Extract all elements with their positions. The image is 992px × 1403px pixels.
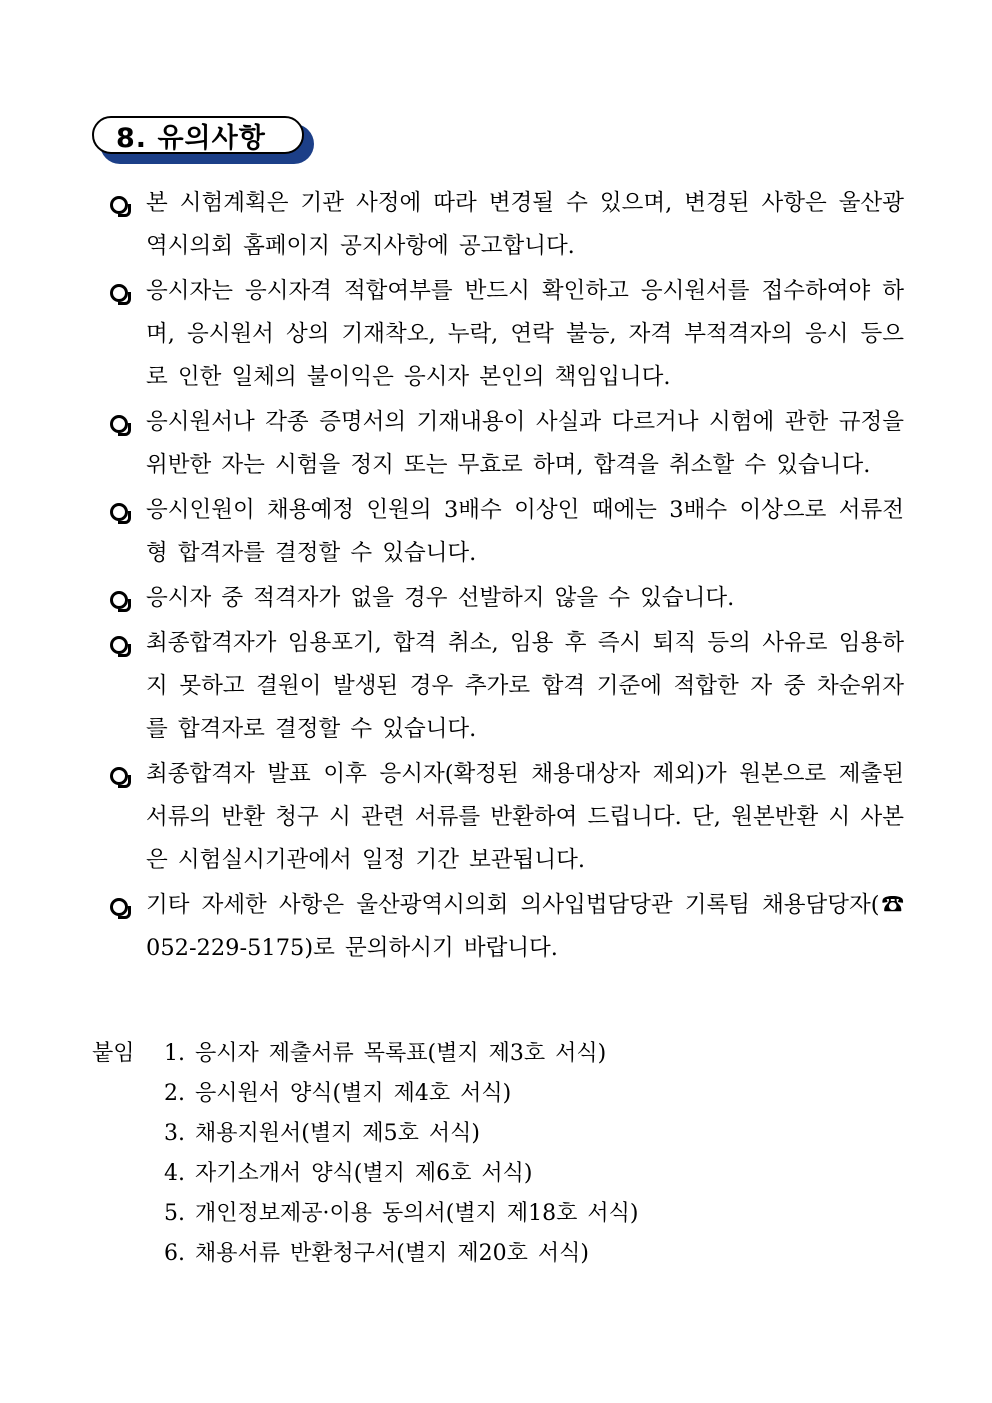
bullet-icon — [110, 767, 128, 785]
note-text: 응시자 중 적격자가 없을 경우 선발하지 않을 수 있습니다. — [146, 585, 735, 611]
bullet-icon — [110, 284, 128, 302]
note-text: 본 시험계획은 기관 사정에 따라 변경될 수 있으며, 변경된 사항은 울산광역시의회 홈페이지 공지사항에 공고합니다. — [146, 190, 904, 259]
note-item — [104, 884, 904, 970]
attachment-item: 2. 응시원서 양식(별지 제4호 서식) — [164, 1081, 512, 1106]
note-text: 응시자는 응시자격 적합여부를 반드시 확인하고 응시원서를 접수하여야 하며, 응시원서 상의 기재착오, 누락, 연락 불능, 자격 부적격자의 응시 등으로 인한 일체의 불이익은 응시자 본인의 책임입니다. — [146, 278, 904, 390]
attachments-label: 붙임 — [92, 1041, 135, 1066]
note-text: 최종합격자 발표 이후 응시자(확정된 채용대상자 제외)가 원본으로 제출된 서류의 반환 청구 시 관련 서류를 반환하여 드립니다. 단, 원본반환 시 사본은 시험실시기관에서 일정 기간 보관됩니다. — [146, 761, 904, 873]
bullet-icon — [110, 503, 128, 521]
bullet-icon — [110, 636, 128, 654]
attachment-item: 1. 응시자 제출서류 목록표(별지 제3호 서식) — [164, 1041, 607, 1066]
bullet-icon — [110, 415, 128, 433]
attachment-item: 3. 채용지원서(별지 제5호 서식) — [164, 1121, 480, 1146]
attachment-item: 5. 개인정보제공·이용 동의서(별지 제18호 서식) — [164, 1201, 639, 1226]
attachment-item: 6. 채용서류 반환청구서(별지 제20호 서식) — [164, 1241, 589, 1266]
bullet-icon — [110, 591, 128, 609]
notes-list — [104, 182, 904, 972]
note-text: 응시원서나 각종 증명서의 기재내용이 사실과 다르거나 시험에 관한 규정을 위반한 자는 시험을 정지 또는 무효로 하며, 합격을 취소할 수 있습니다. — [146, 409, 904, 478]
section-heading — [92, 116, 318, 168]
note-item — [104, 270, 904, 399]
note-text: 응시인원이 채용예정 인원의 3배수 이상인 때에는 3배수 이상으로 서류전형 합격자를 결정할 수 있습니다. — [146, 497, 904, 566]
note-item — [104, 753, 904, 882]
attachments-list — [164, 1034, 638, 1274]
attachment-item: 4. 자기소개서 양식(별지 제6호 서식) — [164, 1161, 533, 1186]
note-text: 기타 자세한 사항은 울산광역시의회 의사입법담당관 기록팀 채용담당자(☎ 052-229-5175)로 문의하시기 바랍니다. — [146, 892, 904, 961]
note-text: 최종합격자가 임용포기, 합격 취소, 임용 후 즉시 퇴직 등의 사유로 임용하지 못하고 결원이 발생된 경우 추가로 합격 기준에 적합한 자 중 차순위자를 합격자로 결정할 수 있습니다. — [146, 630, 904, 742]
bullet-icon — [110, 196, 128, 214]
heading-title: 8. 유의사항 — [116, 122, 266, 154]
note-item — [104, 182, 904, 268]
note-item — [104, 577, 904, 620]
note-item — [104, 622, 904, 751]
bullet-icon — [110, 898, 128, 916]
note-item — [104, 489, 904, 575]
heading-box — [92, 116, 304, 154]
note-item — [104, 401, 904, 487]
